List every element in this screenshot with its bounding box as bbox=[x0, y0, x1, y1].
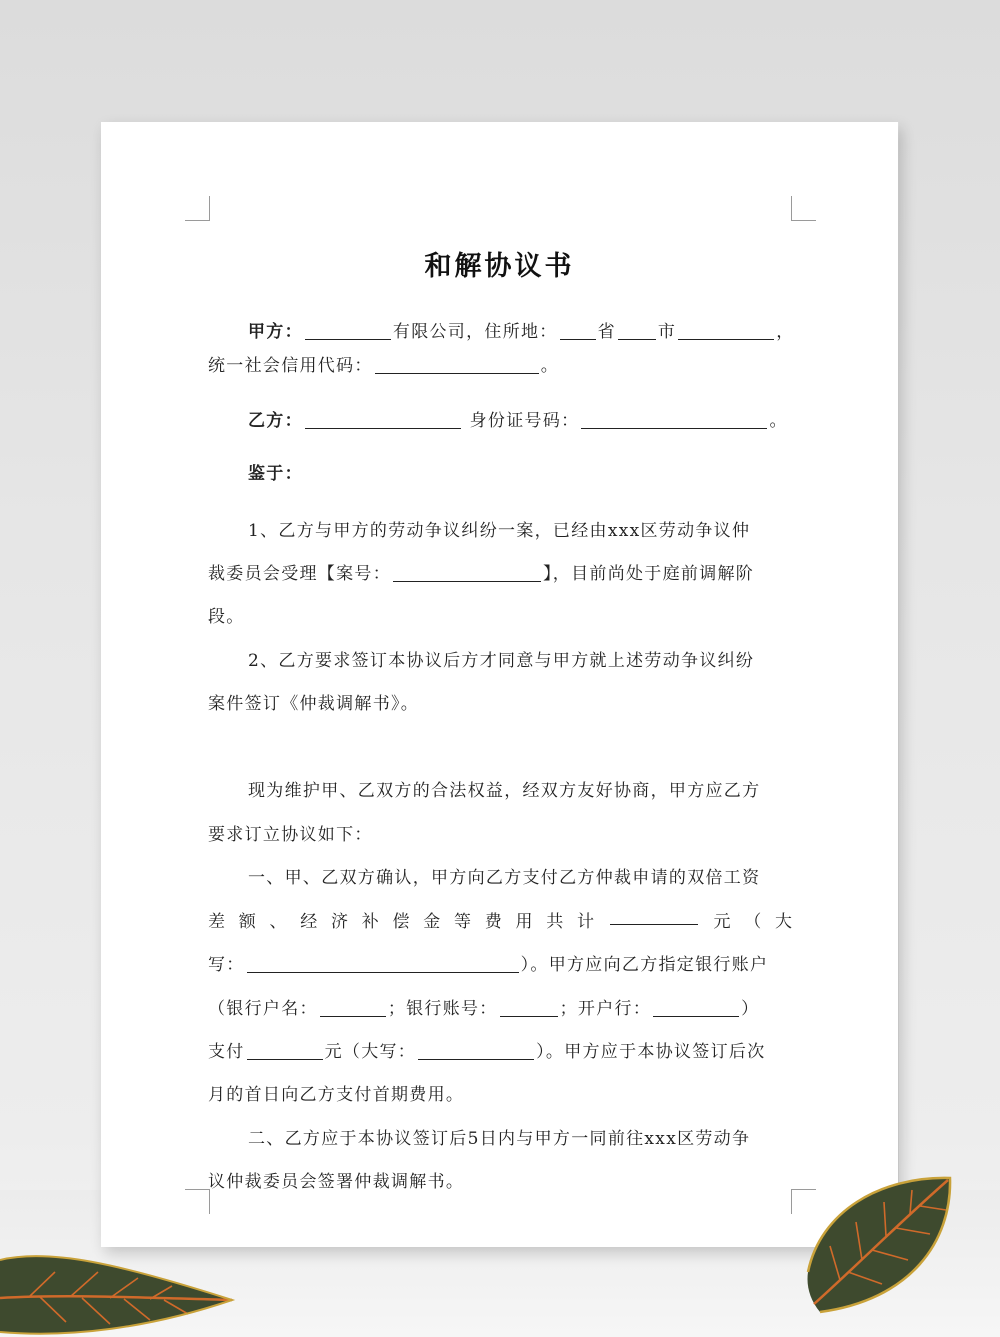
id-number-label: 身份证号码： bbox=[469, 411, 580, 431]
account-name-blank bbox=[320, 999, 386, 1017]
bank-blank bbox=[653, 999, 739, 1017]
article1-line5-tail: ）。甲方应于本协议签订后次 bbox=[536, 1042, 766, 1062]
credit-code-label: 统一社会信用代码： bbox=[208, 356, 373, 376]
article1-char: 济 bbox=[331, 912, 348, 932]
leaf-right-icon bbox=[800, 1172, 960, 1322]
clause1-line1: 1、乙方与甲方的劳动争议纠纷一案，已经由xxx区劳动争议仲 bbox=[248, 521, 751, 541]
article1-line5 bbox=[208, 1037, 792, 1062]
pay-label: 支付 bbox=[208, 1042, 245, 1062]
crop-mark-top-right bbox=[791, 196, 816, 221]
bank-label: ；开户行： bbox=[559, 999, 652, 1019]
article1-char: 差 bbox=[208, 912, 225, 932]
leaf-left-icon bbox=[0, 1250, 240, 1337]
intro-line2: 要求订立协议如下： bbox=[208, 825, 373, 845]
address-blank bbox=[678, 322, 774, 340]
case-number-blank bbox=[393, 564, 541, 582]
daxie-label: 写： bbox=[208, 955, 245, 975]
article1-line2 bbox=[208, 907, 792, 932]
pay-unit-label: 元（大写： bbox=[324, 1042, 417, 1062]
party-a-line bbox=[248, 317, 795, 342]
article1-char: 等 bbox=[454, 912, 471, 932]
crop-mark-bottom-left bbox=[185, 1189, 210, 1214]
pay-amount-blank bbox=[247, 1042, 323, 1060]
province-blank bbox=[560, 322, 596, 340]
article1-line6: 月的首日向乙方支付首期费用。 bbox=[208, 1085, 465, 1105]
id-number-blank bbox=[581, 411, 767, 429]
province-label: 省 bbox=[597, 322, 616, 342]
crop-mark-top-left bbox=[185, 196, 210, 221]
close-paren: ） bbox=[741, 999, 760, 1019]
case-number-label: 裁委员会受理【案号： bbox=[208, 564, 391, 584]
open-paren: （ bbox=[744, 912, 762, 932]
intro-line1: 现为维护甲、乙双方的合法权益，经双方友好协商，甲方应乙方 bbox=[248, 781, 761, 801]
article1-char: 计 bbox=[577, 912, 594, 932]
party-b-line bbox=[248, 406, 792, 431]
credit-code-period: 。 bbox=[540, 356, 560, 376]
daxie-char: 大 bbox=[775, 912, 792, 932]
article1-line1: 一、甲、乙双方确认，甲方向乙方支付乙方仲裁申请的双倍工资 bbox=[248, 868, 761, 888]
article1-char: 金 bbox=[423, 912, 441, 932]
clause1-line2-tail: 】，目前尚处于庭前调解阶 bbox=[543, 564, 755, 584]
article1-char: 费 bbox=[484, 912, 502, 932]
party-b-name-blank bbox=[305, 411, 461, 429]
credit-code-line bbox=[208, 351, 792, 376]
credit-code-blank bbox=[375, 356, 539, 374]
city-label: 市 bbox=[657, 322, 677, 342]
party-a-name-blank bbox=[305, 322, 391, 340]
account-number-label: ；银行账号： bbox=[387, 999, 498, 1019]
amount-words-blank bbox=[247, 955, 519, 973]
party-a-comma: ， bbox=[776, 322, 795, 342]
clause1-line3: 段。 bbox=[208, 607, 245, 627]
party-b-label: 乙方： bbox=[248, 411, 303, 431]
article1-char: 补 bbox=[361, 912, 379, 932]
clause2-line1: 2、乙方要求签订本协议后方才同意与甲方就上述劳动争议纠纷 bbox=[248, 651, 755, 671]
article2-line2: 议仲裁委员会签署仲裁调解书。 bbox=[208, 1172, 465, 1192]
article1-char: 偿 bbox=[392, 912, 410, 932]
article1-char: 用 bbox=[515, 912, 533, 932]
article1-char: 、 bbox=[269, 912, 287, 932]
amount-blank bbox=[610, 907, 698, 925]
article1-line3-tail: ）。甲方应向乙方指定银行账户 bbox=[520, 955, 769, 975]
account-name-label: （银行户名： bbox=[208, 999, 318, 1019]
city-blank bbox=[618, 322, 656, 340]
party-b-period: 。 bbox=[769, 411, 788, 431]
article1-char: 经 bbox=[300, 912, 318, 932]
document-page bbox=[101, 122, 898, 1247]
article1-char: 额 bbox=[238, 912, 256, 932]
party-a-company-suffix: 有限公司，住所地： bbox=[392, 322, 558, 342]
party-a-label: 甲方： bbox=[248, 322, 303, 342]
pay-words-blank bbox=[418, 1042, 534, 1060]
article1-char: 共 bbox=[546, 912, 564, 932]
article1-line4 bbox=[208, 994, 792, 1019]
clause2-line2: 案件签订《仲裁调解书》。 bbox=[208, 694, 420, 714]
document-title: 和解协议书 bbox=[424, 251, 575, 282]
account-number-blank bbox=[500, 999, 558, 1017]
whereas-heading: 鉴于： bbox=[248, 464, 303, 484]
amount-unit: 元 bbox=[713, 912, 731, 932]
clause1-line2 bbox=[208, 559, 792, 584]
article2-line1: 二、乙方应于本协议签订后5日内与甲方一同前往xxx区劳动争 bbox=[248, 1129, 751, 1149]
article1-line3 bbox=[208, 950, 792, 975]
